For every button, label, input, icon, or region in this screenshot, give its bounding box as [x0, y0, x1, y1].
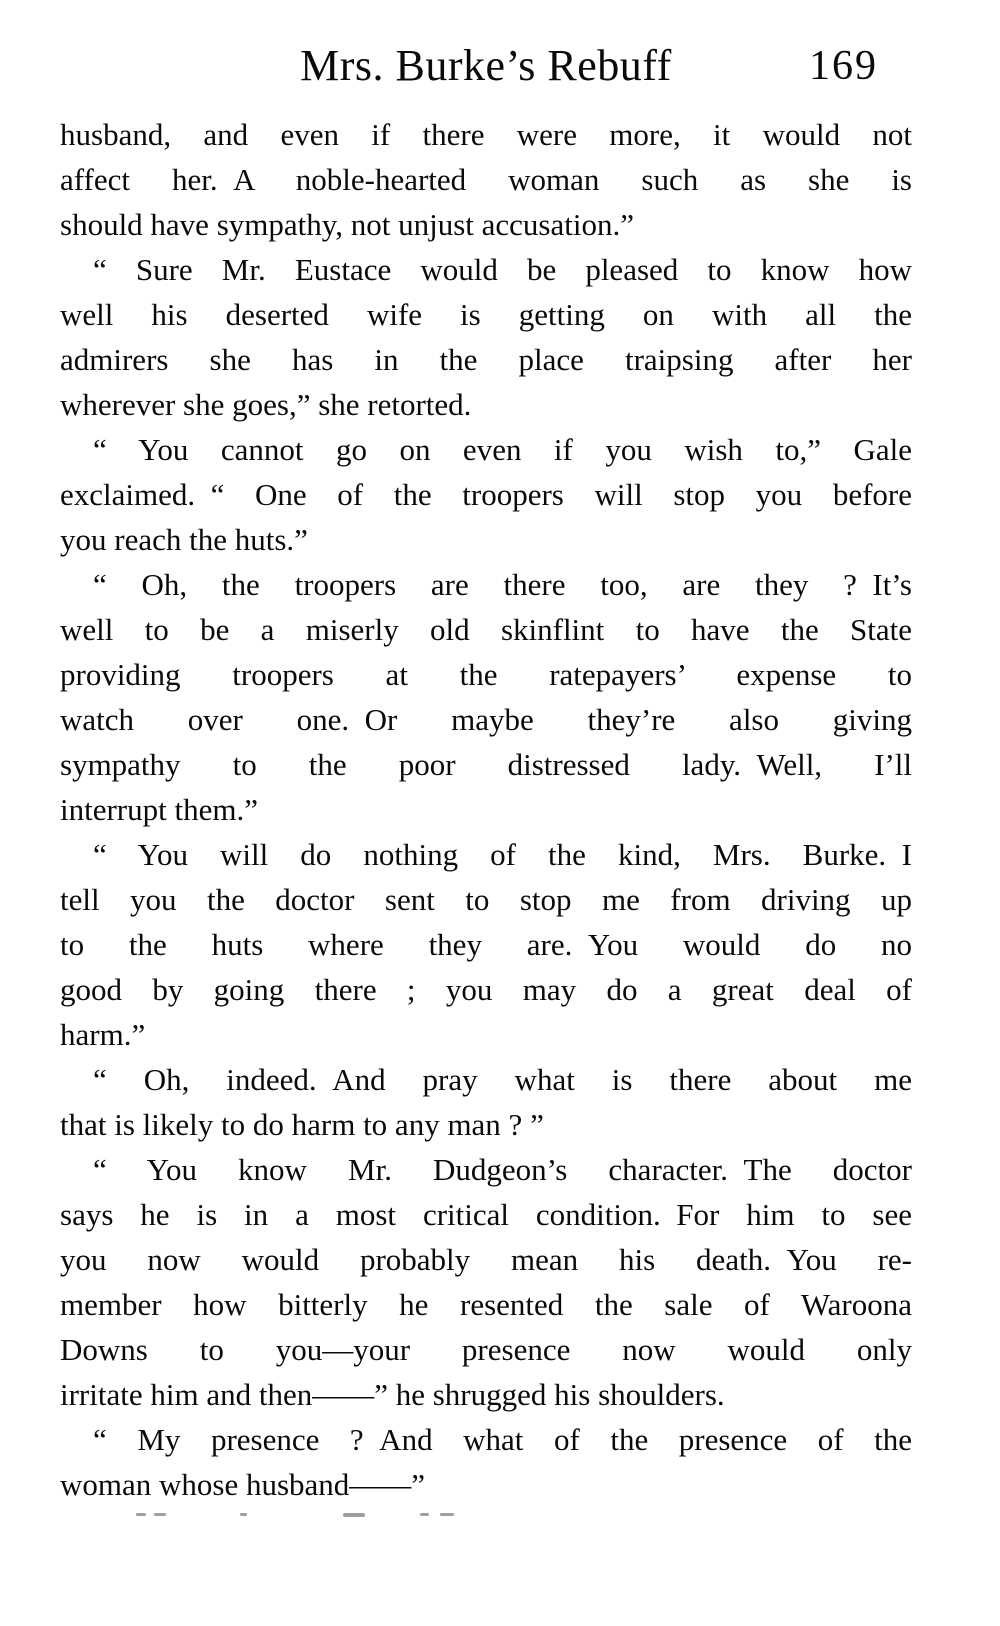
- text-line: affect her. A noble-hearted woman such as she is: [60, 162, 912, 197]
- text-line: woman whose husband——”: [60, 1467, 426, 1502]
- text-line: “ You cannot go on even if you wish to,” Gale: [93, 432, 912, 467]
- text-line: watch over one. Or maybe they’re also giving: [60, 702, 912, 737]
- text-line: “ My presence ? And what of the presence of the: [93, 1422, 912, 1457]
- cutoff-mark: [420, 1513, 429, 1516]
- text-line: says he is in a most critical condition. For him to see: [60, 1197, 912, 1232]
- text-line: good by going there ; you may do a great deal of: [60, 972, 912, 1007]
- text-line: admirers she has in the place traipsing after her: [60, 342, 912, 377]
- text-line: you now would probably mean his death. You re-: [60, 1242, 912, 1277]
- text-line: exclaimed. “ One of the troopers will stop you before: [60, 477, 912, 512]
- text-line: harm.”: [60, 1017, 146, 1052]
- cutoff-mark: [136, 1513, 146, 1516]
- text-line: interrupt them.”: [60, 792, 258, 827]
- text-line: that is likely to do harm to any man ? ”: [60, 1107, 544, 1142]
- text-line: should have sympathy, not unjust accusation.”: [60, 207, 634, 242]
- page-number: 169: [809, 43, 878, 89]
- text-line: wherever she goes,” she retorted.: [60, 387, 472, 422]
- page-text: [60, 112, 912, 1507]
- cutoff-mark: [343, 1513, 365, 1517]
- text-line: husband, and even if there were more, it would not: [60, 117, 912, 152]
- text-line: “ Oh, indeed. And pray what is there about me: [93, 1062, 912, 1097]
- text-line: well his deserted wife is getting on with all the: [60, 297, 912, 332]
- text-line: Downs to you—your presence now would only: [60, 1332, 912, 1367]
- text-line: “ Oh, the troopers are there too, are they ? It’s: [93, 567, 912, 602]
- text-line: providing troopers at the ratepayers’ expense to: [60, 657, 912, 692]
- text-line: “ Sure Mr. Eustace would be pleased to know how: [93, 252, 912, 287]
- text-line: well to be a miserly old skinflint to have the State: [60, 612, 912, 647]
- cutoff-mark: [154, 1513, 166, 1516]
- chapter-title: Mrs. Burke’s Rebuff: [300, 41, 672, 90]
- truncated-next-line: [88, 1512, 508, 1518]
- text-line: irritate him and then——” he shrugged his shoulders.: [60, 1377, 725, 1412]
- text-line: “ You will do nothing of the kind, Mrs. Burke. I: [93, 837, 912, 872]
- text-line: you reach the huts.”: [60, 522, 308, 557]
- text-line: “ You know Mr. Dudgeon’s character. The doctor: [93, 1152, 912, 1187]
- running-header: [60, 36, 912, 96]
- cutoff-mark: [440, 1513, 454, 1516]
- cutoff-mark: [240, 1513, 247, 1516]
- text-line: sympathy to the poor distressed lady. Well, I’ll: [60, 747, 912, 782]
- text-line: member how bitterly he resented the sale of Waroona: [60, 1287, 912, 1322]
- text-line: tell you the doctor sent to stop me from driving up: [60, 882, 912, 917]
- text-line: to the huts where they are. You would do no: [60, 927, 912, 962]
